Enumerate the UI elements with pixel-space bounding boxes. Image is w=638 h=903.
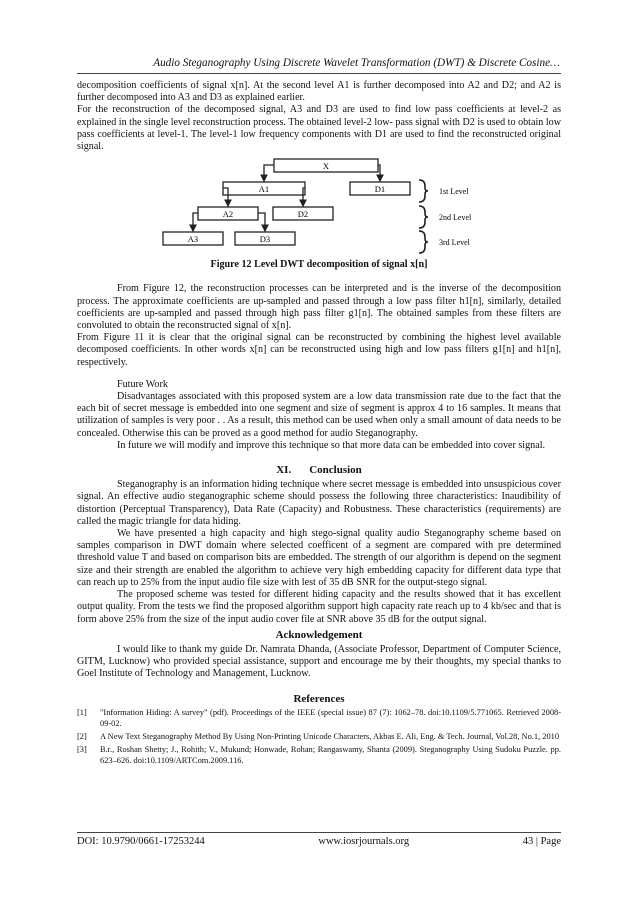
node-d3 (235, 232, 295, 245)
future-work-heading: Future Work (117, 378, 168, 390)
conclusion-paragraph: We have presented a high capacity and high stego-signal quality audio Steganography scheme based on samples comparison in DWT domain where selected coefficent of a segment are compared with pre determined threshold value T and based on comparison bits are embedded. The strength of our algorithm is depend on the segment size and their strength are enabled the algorithm to achieve very high embedding capacity for different data type that can reach up to 25% from the input audio file size with lest of 35 dB SNR for the output-stego signal. (77, 528, 561, 588)
node-d2 (273, 207, 333, 220)
reference-item (77, 731, 561, 742)
node-a3-label: A3 (187, 234, 199, 245)
node-a1-label: A1 (258, 184, 270, 195)
level-1-label: 1st Level (439, 187, 469, 197)
dwt-tree-diagram (77, 155, 561, 255)
reference-list (77, 707, 561, 766)
footer-rule (77, 832, 561, 833)
level-3-label: 3rd Level (439, 238, 470, 248)
intro-paragraph: decomposition coefficients of signal x[n]. At the second level A1 is further decomposed into A2 and D2; and A2 is further decomposed into A3 and D3 as explained earlier. (77, 80, 561, 104)
node-a2 (198, 207, 258, 220)
edge-a2-a3 (193, 213, 198, 231)
node-d3-label: D3 (259, 234, 271, 245)
level-2-label: 2nd Level (439, 213, 472, 223)
brace-level-3 (419, 231, 428, 253)
node-x (274, 159, 378, 172)
page-content (77, 80, 561, 768)
reference-text: "Information Hiding: A survey" (pdf). Proceedings of the IEEE (special issue) 87 (7): 1062–78. doi:10.1109/5.771065. Retrieved 2008-09-02. (100, 707, 561, 728)
intro-paragraph: For the reconstruction of the decomposed signal, A3 and D3 are used to find low pass coefficients at level-2 as explained in the single level reconstruction process. The obtained level-2 low- pass signal with D2 is used to obtain low pass coefficients at level-1. The level-1 low frequency components with D1 are used to find the reconstructed original signal. (77, 104, 561, 153)
page-footer (77, 836, 561, 847)
reference-text: A New Text Steganography Method By Using Non-Printing Unicode Characters, Akbas E. Ali, Eng. & Tech. Journal, Vol.28, No.1, 2010 (100, 731, 560, 741)
node-a3 (163, 232, 223, 245)
dwt-figure (77, 155, 561, 255)
body-paragraph: From Figure 11 it is clear that the original signal can be reconstructed by combining the highest level available decomposed coefficients. In other words x[n] can be reconstructed using high and low pass filters g1[n] and h1[n], respectively. (77, 332, 561, 368)
node-d1 (350, 182, 410, 195)
section-number: XI. (276, 464, 292, 477)
reference-text: B.r., Roshan Shetty; J., Rohith; V., Mukund; Honwade, Rohan; Rangaswamy, Shanta (2009). Steganography Using Sudoku Puzzle. pp. 623–626. doi:10.1109/ARTCom.2009.116. (100, 744, 561, 765)
reference-number: [2] (77, 731, 87, 741)
reference-number: [1] (77, 707, 87, 717)
reference-item (77, 744, 561, 766)
future-work-paragraph: In future we will modify and improve this technique so that more data can be embedded into cover signal. (117, 439, 546, 451)
references-heading: References (293, 692, 345, 705)
edge-a2-d3 (258, 213, 265, 231)
node-x-label: X (322, 161, 330, 172)
node-d1-label: D1 (374, 184, 386, 195)
acknowledgement-heading: Acknowledgement (275, 628, 363, 641)
reference-item (77, 707, 561, 729)
running-header: Audio Steganography Using Discrete Wavelet Transformation (DWT) & Discrete Cosine… (153, 57, 560, 69)
header-rule (77, 73, 561, 74)
conclusion-heading (77, 464, 561, 476)
body-paragraph: From Figure 12, the reconstruction processes can be interpreted and is the inverse of the decomposition process. The approximate coefficients are up-sampled and passed through a low pass filter h1[n], similarly, detailed coefficients are up-sampled and passed through high pass filter g1[n]. The obtained samples from these filters are convoluted to obtain the reconstructed signal of x[n]. (77, 283, 561, 332)
conclusion-paragraph: Steganography is an information hiding technique where secret message is embedded into unsuspicious cover signal. An effective audio steganographic scheme should possess the following three characteristics: Inaudibility of distortion (Perceptual Transparency), Data Rate (Capacity) and Robustness. These characteristics (requirements) are called the magic triangle for data hiding. (77, 479, 561, 527)
conclusion-paragraph: The proposed scheme was tested for different hiding capacity and the results showed that it has excellent output quality. From the tests we find the proposed algorithm support high capacity rate reach up to 4 kb/sec and that is form above 25% from the size of the input audio cover file at SNR above 35 dB for the output signal. (77, 589, 561, 625)
node-d2-label: D2 (297, 209, 309, 220)
figure-caption: Figure 12 Level DWT decomposition of signal x[n] (210, 259, 428, 271)
edge-x-a1 (264, 165, 274, 181)
footer-doi: DOI: 10.9790/0661-17253244 (77, 836, 205, 847)
brace-level-2 (419, 206, 428, 228)
acknowledgement-paragraph: I would like to thank my guide Dr. Namrata Dhanda, (Associate Professor, Department of Computer Science, GITM, Lucknow) who provided special assistance, support and encourage me by their thoughts, my special thanks to Goel Institute of Technology and Management, Lucknow. (77, 643, 561, 680)
future-work-paragraph: Disadvantages associated with this proposed system are a low data transmission rate due to the fact that the each bit of secret message is embedded into one segment and size of segment is approx 4 to 16 samples. It means that utilization of samples is very poor . . As a result, this method can be used when only a small amount of data needs to be concealed. Otherwise this can be proved as a good method for audio Steganography. (77, 391, 561, 439)
footer-website-link[interactable]: www.iosrjournals.org (318, 836, 410, 847)
node-a2-label: A2 (222, 209, 234, 220)
reference-number: [3] (77, 744, 87, 754)
section-title: Conclusion (309, 464, 362, 477)
brace-level-1 (419, 180, 428, 202)
footer-page-number: 43 | Page (522, 836, 561, 847)
node-a1 (223, 182, 305, 195)
